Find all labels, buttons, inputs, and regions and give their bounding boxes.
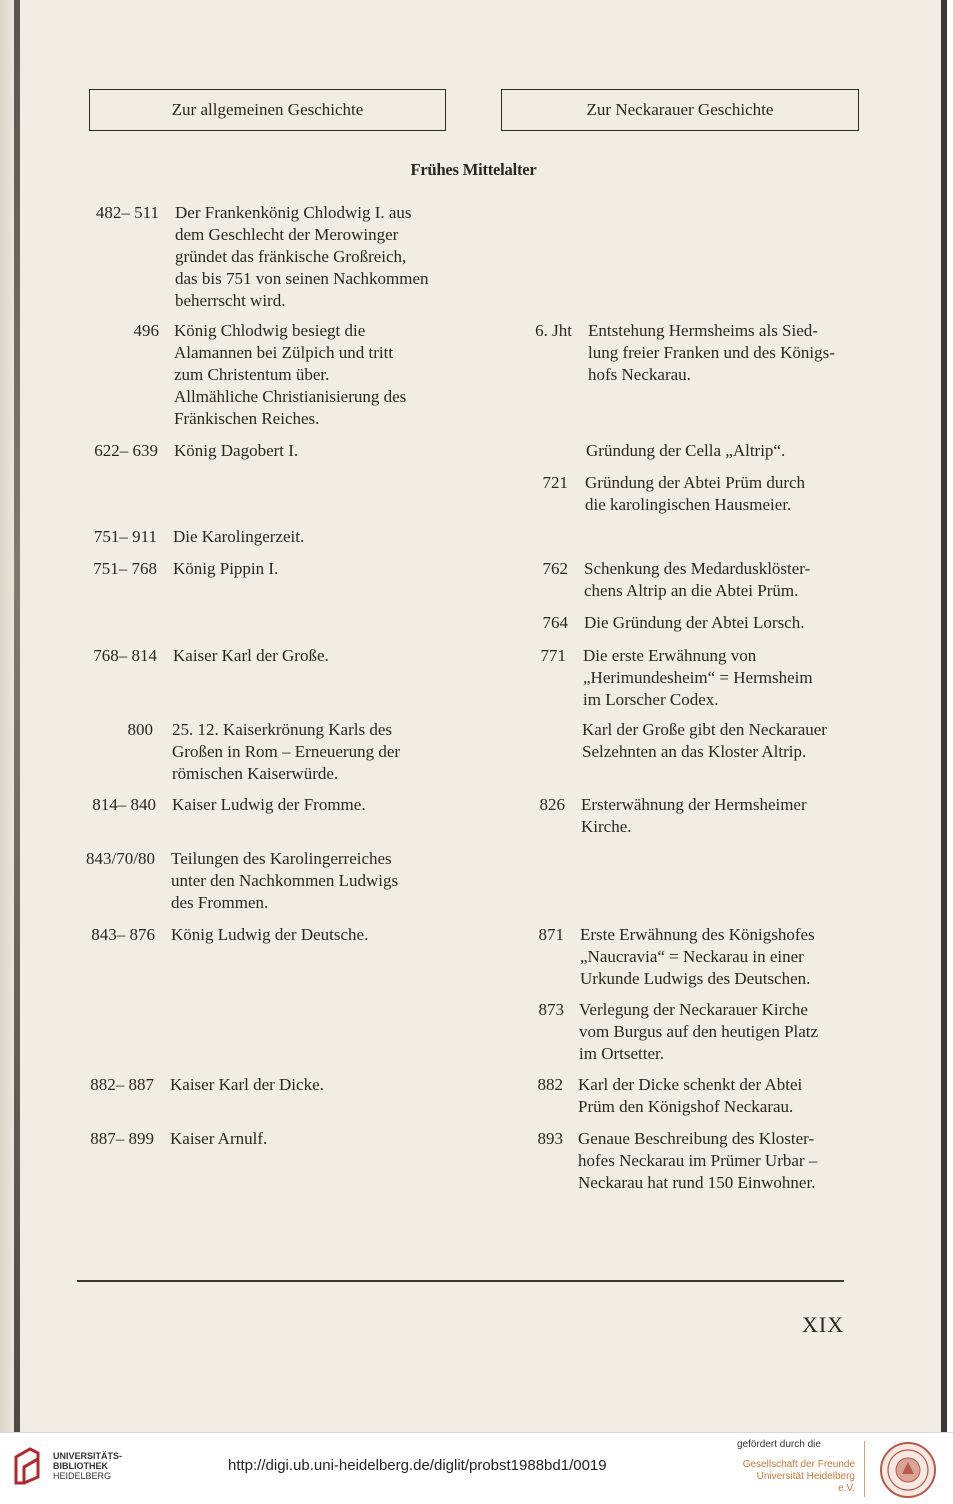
left-date: 751– 911	[93, 527, 157, 546]
left-date: 751– 768	[93, 559, 157, 578]
right-entry-text: Urkunde Ludwigs des Deutschen.	[580, 969, 811, 988]
left-entry-text: beherrscht wird.	[175, 291, 286, 310]
header-box-neckarau-history	[501, 89, 859, 131]
footer-divider	[864, 1441, 865, 1497]
right-entry-text: „Herimundesheim“ = Hermsheim	[583, 668, 813, 687]
right-entry-text: Die erste Erwähnung von	[583, 646, 757, 665]
left-entry-text: Fränkischen Reiches.	[174, 409, 320, 428]
left-date: 622– 639	[94, 441, 158, 460]
left-date: 768– 814	[93, 646, 157, 665]
library-name-line2: BIBLIOTHEK	[53, 1461, 108, 1471]
right-entry-text: Genaue Beschreibung des Kloster-	[578, 1129, 815, 1148]
left-date: 482– 511	[95, 203, 159, 222]
left-date: 800	[127, 720, 153, 739]
right-entry-text: im Lorscher Codex.	[583, 690, 719, 709]
left-date: 814– 840	[92, 795, 156, 814]
right-entry-text: „Naucravia“ = Neckarau in einer	[580, 947, 804, 966]
right-entry-text: Selzehnten an das Kloster Altrip.	[582, 742, 807, 761]
society-name-line1: Gesellschaft der Freunde	[742, 1459, 855, 1470]
right-entry-text: Prüm den Königshof Neckarau.	[578, 1097, 794, 1116]
right-date: 6. Jht	[535, 321, 572, 340]
right-entry-text: Entstehung Hermsheims als Sied-	[588, 321, 818, 340]
right-entry-text: Kirche.	[581, 817, 632, 836]
left-date: 882– 887	[90, 1075, 154, 1094]
right-entry-text: hofs Neckarau.	[588, 365, 691, 384]
right-date: 882	[537, 1075, 563, 1094]
right-date: 893	[537, 1129, 563, 1148]
left-entry-text: dem Geschlecht der Merowinger	[175, 225, 399, 244]
right-entry-text: Ersterwähnung der Hermsheimer	[581, 795, 807, 814]
digitization-footer	[0, 1432, 953, 1504]
library-name-line1: UNIVERSITÄTS-	[53, 1451, 123, 1461]
left-entry-text: König Dagobert I.	[174, 441, 299, 460]
right-entry-text: vom Burgus auf den heutigen Platz	[579, 1022, 819, 1041]
right-date: 826	[539, 795, 565, 814]
library-name-line3: HEIDELBERG	[53, 1471, 112, 1481]
right-entry-text: Karl der Dicke schenkt der Abtei	[578, 1075, 803, 1094]
footer-rule	[77, 1280, 844, 1282]
left-entry-text: Allmähliche Christianisierung des	[174, 387, 407, 406]
section-title: Frühes Mittelalter	[410, 160, 537, 179]
header-box-neckarau-history-label: Zur Neckarauer Geschichte	[586, 100, 774, 119]
left-entry-text: Alamannen bei Zülpich und tritt	[174, 343, 394, 362]
left-entry-text: unter den Nachkommen Ludwigs	[171, 871, 399, 890]
right-date: 721	[542, 473, 568, 492]
left-entry-text: Kaiser Ludwig der Fromme.	[172, 795, 366, 814]
society-name-line2: Universität Heidelberg e.V.	[756, 1471, 855, 1494]
right-entry-text: Schenkung des Medardusklöster-	[584, 559, 811, 578]
left-entry-text: Kaiser Arnulf.	[170, 1129, 268, 1148]
left-entry-text: Der Frankenkönig Chlodwig I. aus	[175, 203, 412, 222]
right-entry-text: Erste Erwähnung des Königshofes	[580, 925, 815, 944]
right-entry-text: hofes Neckarau im Prümer Urbar –	[578, 1151, 818, 1170]
right-entry-text: Gründung der Abtei Prüm durch	[585, 473, 806, 492]
society-name	[737, 1459, 855, 1495]
left-entry-text: zum Christentum über.	[174, 365, 330, 384]
right-entry-text: Die Gründung der Abtei Lorsch.	[584, 613, 805, 632]
page-number: XIX	[802, 1312, 845, 1337]
right-entry-text: Neckarau hat rund 150 Einwohner.	[578, 1173, 816, 1192]
right-date: 873	[538, 1000, 564, 1019]
left-entry-text: König Pippin I.	[173, 559, 279, 578]
university-library-name	[53, 1451, 122, 1481]
university-library-logo-icon	[10, 1447, 44, 1485]
left-entry-text: Großen in Rom – Erneuerung der	[172, 742, 401, 761]
right-date: 762	[542, 559, 568, 578]
left-entry-text: das bis 751 von seinen Nachkommen	[175, 269, 429, 288]
left-entry-text: König Chlodwig besiegt die	[174, 321, 366, 340]
left-entry-text: römischen Kaiserwürde.	[172, 764, 339, 783]
header-box-general-history-label: Zur allgemeinen Geschichte	[171, 100, 364, 119]
funded-by-label: gefördert durch die	[737, 1439, 821, 1450]
left-date: 887– 899	[90, 1129, 154, 1148]
right-entry-text: Gründung der Cella „Altrip“.	[586, 441, 786, 460]
left-date: 496	[133, 321, 159, 340]
left-date: 843/70/80	[86, 849, 155, 868]
left-entry-text: 25. 12. Kaiserkrönung Karls des	[172, 720, 393, 739]
permalink-url[interactable]: http://digi.ub.uni-heidelberg.de/diglit/probst1988bd1/0019	[228, 1457, 607, 1474]
right-entry-text: lung freier Franken und des Königs-	[588, 343, 835, 362]
right-date: 771	[540, 646, 566, 665]
book-binding-edge	[14, 0, 20, 1432]
left-entry-text: Kaiser Karl der Große.	[173, 646, 329, 665]
left-entry-text: gründet das fränkische Großreich,	[175, 247, 407, 266]
university-seal-icon	[877, 1441, 939, 1499]
right-entry-text: Verlegung der Neckarauer Kirche	[579, 1000, 808, 1019]
header-box-general-history	[89, 89, 446, 131]
left-entry-text: Teilungen des Karolingerreiches	[171, 849, 392, 868]
right-entry-text: im Ortsetter.	[579, 1044, 664, 1063]
left-entry-text: Kaiser Karl der Dicke.	[170, 1075, 324, 1094]
left-entry-text: Die Karolingerzeit.	[173, 527, 305, 546]
right-date: 871	[538, 925, 564, 944]
right-entry-text: die karolingischen Hausmeier.	[585, 495, 792, 514]
left-entry-text: des Frommen.	[171, 893, 269, 912]
right-entry-text: chens Altrip an die Abtei Prüm.	[584, 581, 799, 600]
right-entry-text: Karl der Große gibt den Neckarauer	[582, 720, 827, 739]
left-date: 843– 876	[91, 925, 155, 944]
left-entry-text: König Ludwig der Deutsche.	[171, 925, 369, 944]
right-date: 764	[542, 613, 568, 632]
